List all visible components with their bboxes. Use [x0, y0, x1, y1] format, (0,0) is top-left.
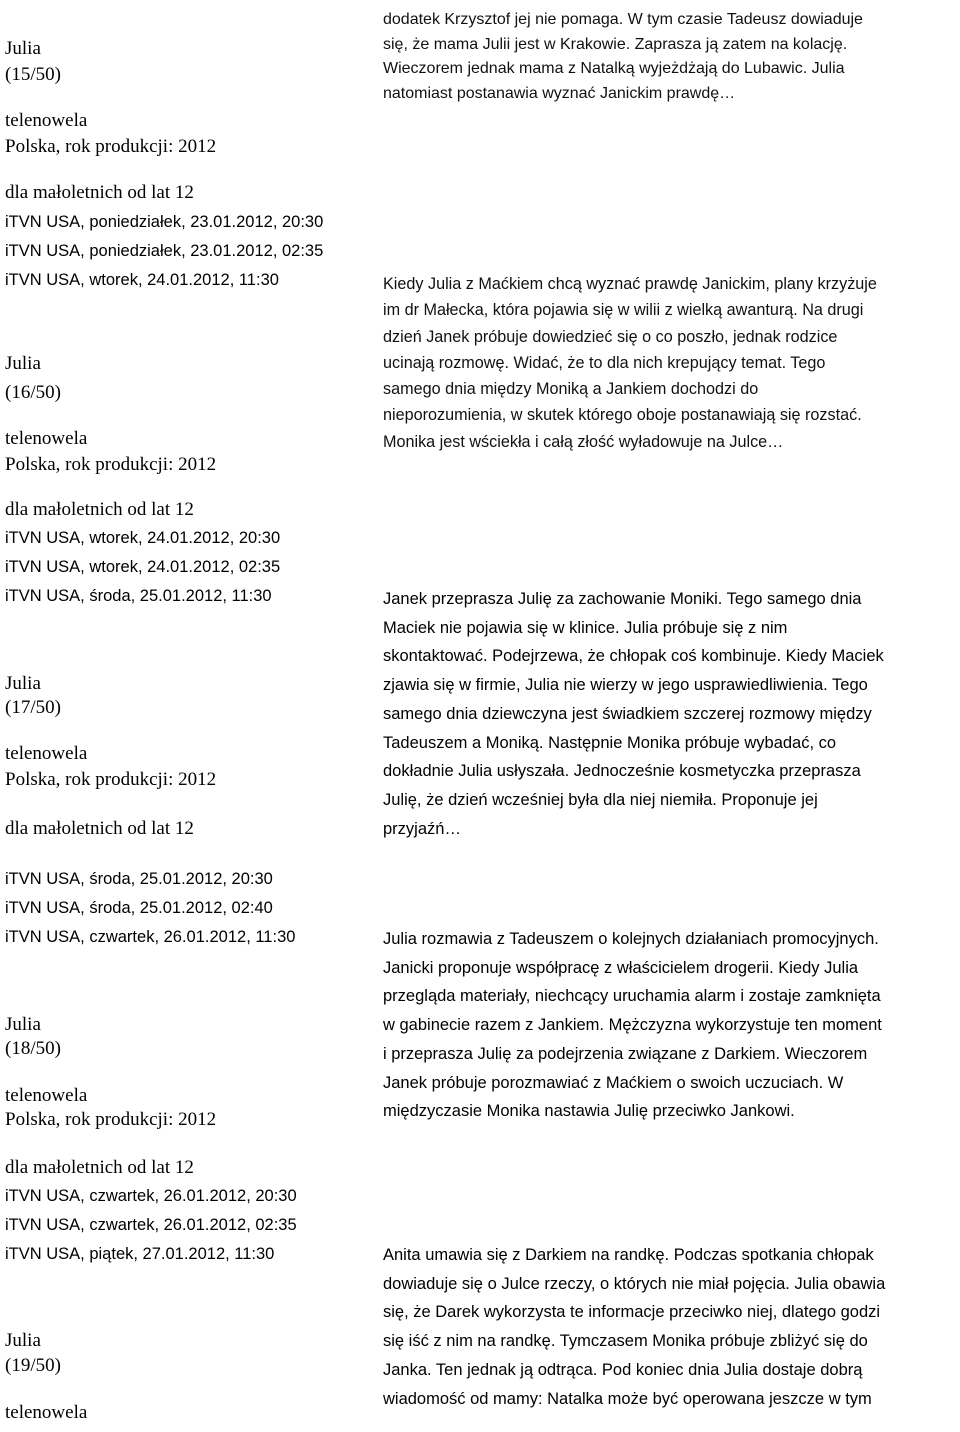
summary-line: Anita umawia się z Darkiem na randkę. Podczas spotkania chłopak — [383, 1246, 874, 1264]
episode-summary — [383, 271, 958, 455]
summary-line: Monika jest wściekła i całą złość wyładowuje na Julce… — [383, 432, 784, 451]
summary-line: zjawia się w firmie, Julia nie wierzy w jego usprawiedliwienia. Tego — [383, 676, 868, 695]
summary-line: przegląda materiały, niechcący uruchamia alarm i zostaje zamknięta — [383, 987, 881, 1006]
airing-time: iTVN USA, środa, 25.01.2012, 02:40 — [5, 899, 273, 917]
episode-number: (18/50) — [5, 1038, 61, 1059]
episode-title: Julia — [5, 673, 41, 694]
summary-line: Janek przeprasza Julię za zachowanie Moniki. Tego samego dnia — [383, 590, 862, 608]
episode-genre: telenowela — [5, 743, 88, 764]
summary-line: Wieczorem jednak mama z Natalką wyjeżdżają do Lubawic. Julia — [383, 60, 845, 77]
summary-line: dowiaduje się o Julce rzeczy, o których nie miał pojęcia. Julia obawia — [383, 1274, 886, 1293]
airing-time: iTVN USA, środa, 25.01.2012, 20:30 — [5, 870, 273, 888]
episode-rating: dla małoletnich od lat 12 — [5, 818, 194, 839]
summary-line: Janka. Ten jednak ją odtrąca. Pod koniec dnia Julia dostaje dobrą — [383, 1360, 863, 1379]
episode-genre: telenowela — [5, 1085, 88, 1106]
summary-line: Janicki proponuje współpracę z właścicielem drogerii. Kiedy Julia — [383, 958, 859, 977]
summary-line: Janek próbuje porozmawiać z Maćkiem o swoich uczuciach. W — [383, 1073, 844, 1092]
summary-line: Tadeuszem a Moniką. Następnie Monika próbuje wybadać, co — [383, 733, 837, 752]
airing-time: iTVN USA, wtorek, 24.01.2012, 20:30 — [5, 529, 281, 547]
summary-line: ucinają rozmowę. Widać, że to dla nich krepujący temat. Tego — [383, 353, 826, 372]
episode-number: (19/50) — [5, 1355, 61, 1376]
episode-rating: dla małoletnich od lat 12 — [5, 499, 194, 520]
episode-rating: dla małoletnich od lat 12 — [5, 1157, 194, 1178]
summary-line: się, że Darek wykorzysta te informacje przeciwko niej, dlatego godzi — [383, 1303, 881, 1322]
episode-genre: telenowela — [5, 110, 88, 131]
episode-origin: Polska, rok produkcji: 2012 — [5, 1109, 217, 1130]
summary-line: międzyczasie Monika nastawia Julię przeciwko Jankowi. — [383, 1102, 795, 1121]
episode-rating: dla małoletnich od lat 12 — [5, 182, 194, 203]
summary-line: samego dnia między Moniką a Jankiem dochodzi do — [383, 380, 759, 399]
airing-time: iTVN USA, środa, 25.01.2012, 11:30 — [5, 587, 272, 605]
summary-line: się, że mama Julii jest w Krakowie. Zaprasza ją zatem na kolację. — [383, 35, 848, 53]
summary-line: w gabinecie razem z Jankiem. Mężczyzna wykorzystuje ten moment — [383, 1016, 882, 1035]
episode-genre: telenowela — [5, 1402, 88, 1423]
airing-time: iTVN USA, czwartek, 26.01.2012, 11:30 — [5, 928, 296, 946]
airing-time: iTVN USA, czwartek, 26.01.2012, 20:30 — [5, 1187, 297, 1205]
summary-line: dzień Janek próbuje dowiedzieć się o co poszło, jednak rodzice — [383, 327, 838, 346]
airing-time: iTVN USA, piątek, 27.01.2012, 11:30 — [5, 1245, 275, 1263]
airing-time: iTVN USA, wtorek, 24.01.2012, 02:35 — [5, 558, 281, 576]
airing-time: iTVN USA, wtorek, 24.01.2012, 11:30 — [5, 271, 279, 289]
episode-summary — [383, 1241, 958, 1413]
summary-line: Kiedy Julia z Maćkiem chcą wyznać prawdę Janickim, plany krzyżuje — [383, 275, 877, 293]
summary-line: natomiast postanawia wyznać Janickim prawdę… — [383, 84, 736, 102]
summary-line: dokładnie Julia usłyszała. Jednocześnie kosmetyczka przeprasza — [383, 762, 861, 781]
summary-line: przyjaźń… — [383, 819, 461, 838]
summary-line: wiadomość od mamy: Natalka może być operowana jeszcze w tym — [383, 1389, 872, 1408]
episode-number: (17/50) — [5, 697, 61, 718]
airing-time: iTVN USA, czwartek, 26.01.2012, 02:35 — [5, 1216, 297, 1234]
episode-origin: Polska, rok produkcji: 2012 — [5, 769, 217, 790]
episode-origin: Polska, rok produkcji: 2012 — [5, 136, 217, 157]
episode-summary — [383, 925, 958, 1126]
summary-line: nieporozumienia, w skutek którego oboje postanawiają się rozstać. — [383, 406, 862, 425]
episode-origin: Polska, rok produkcji: 2012 — [5, 454, 217, 475]
summary-line: Julię, że dzień wcześniej była dla niej niemiła. Proponuje jej — [383, 790, 818, 809]
episode-title: Julia — [5, 38, 41, 59]
airing-time: iTVN USA, poniedziałek, 23.01.2012, 02:35 — [5, 242, 324, 260]
episode-title: Julia — [5, 1014, 41, 1035]
summary-line: i przeprasza Julię za podejrzenia związane z Darkiem. Wieczorem — [383, 1044, 868, 1063]
episode-number: (16/50) — [5, 382, 61, 403]
episode-genre: telenowela — [5, 428, 88, 449]
episode-title: Julia — [5, 353, 41, 374]
summary-line: Julia rozmawia z Tadeuszem o kolejnych działaniach promocyjnych. — [383, 930, 879, 948]
summary-line: im dr Małecka, która pojawia się w wilii z wielką awanturą. Na drugi — [383, 301, 864, 320]
airing-time: iTVN USA, poniedziałek, 23.01.2012, 20:30 — [5, 213, 324, 231]
summary-line: samego dnia dziewczyna jest świadkiem szczerej rozmowy między — [383, 704, 872, 723]
summary-line: dodatek Krzysztof jej nie pomaga. W tym czasie Tadeusz dowiaduje — [383, 11, 863, 28]
summary-line: skontaktować. Podejrzewa, że chłopak coś kombinuje. Kiedy Maciek — [383, 647, 884, 666]
episode-title: Julia — [5, 1330, 41, 1351]
episode-number: (15/50) — [5, 64, 61, 85]
episode-summary — [383, 585, 958, 843]
summary-line: Maciek nie pojawia się w klinice. Julia próbuje się z nim — [383, 618, 788, 637]
episode-summary — [383, 8, 958, 106]
summary-line: się iść z nim na randkę. Tymczasem Monika próbuje zbliżyć się do — [383, 1332, 868, 1351]
